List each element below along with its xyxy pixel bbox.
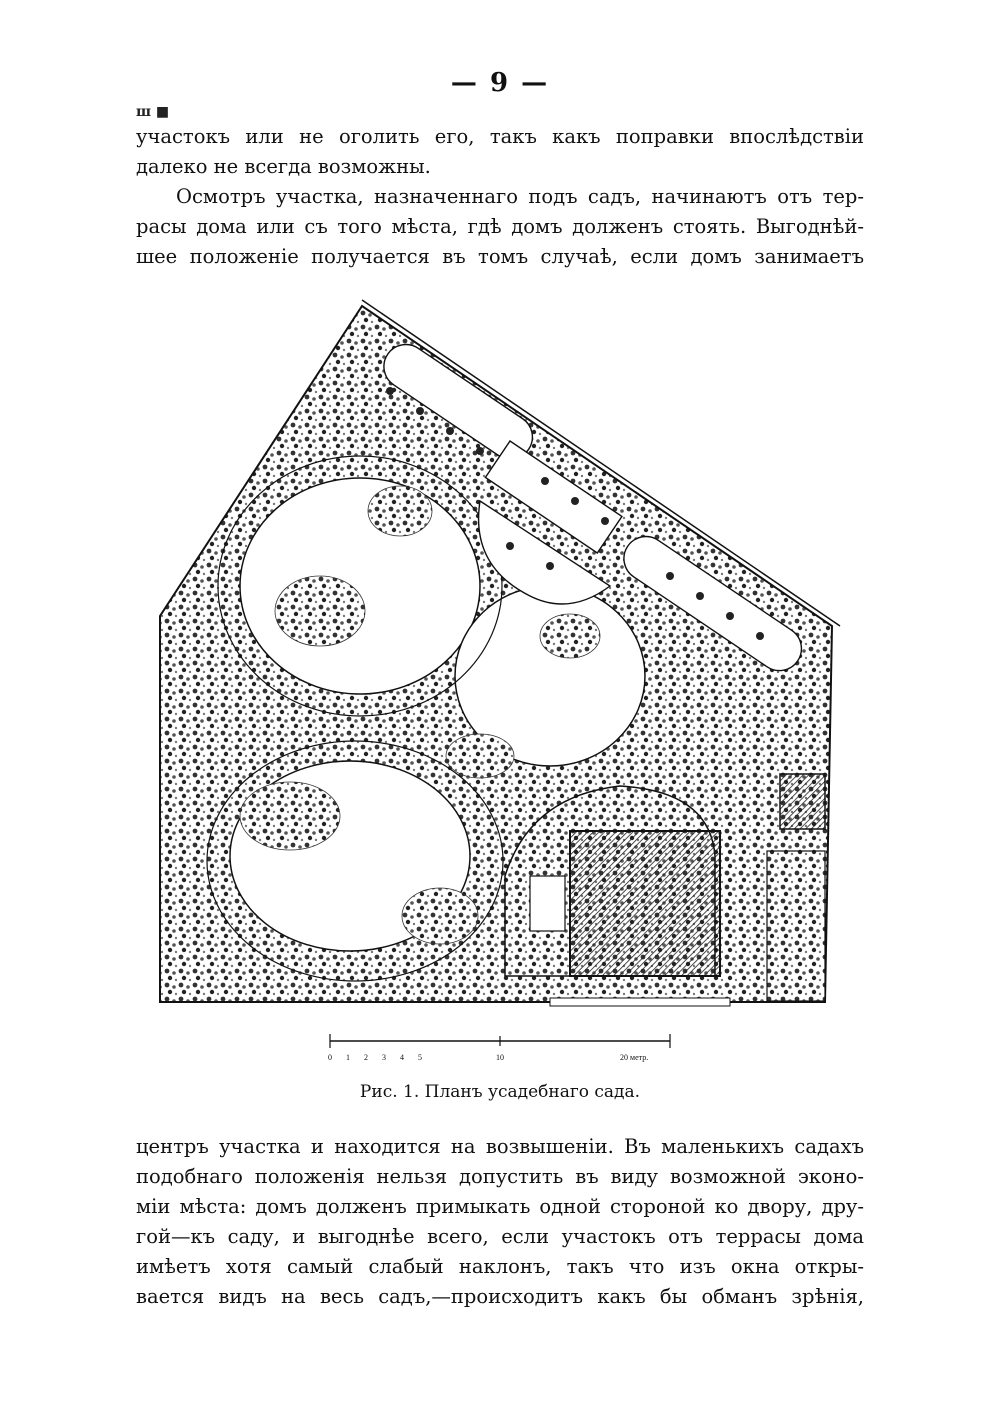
gate-area (767, 851, 825, 1001)
garden-plan-drawing (150, 296, 850, 1076)
text-line: вается видъ на весь садъ,—происходитъ какъ бы обманъ зрѣнія, (136, 1285, 864, 1308)
paragraph-bottom (136, 1132, 864, 1312)
text-line: шее положеніе получается въ томъ случаѣ, если домъ занимаетъ (136, 245, 864, 268)
text-line: расы дома или съ того мѣста, гдѣ домъ долженъ стоять. Выгоднѣй- (136, 215, 864, 238)
scale-label: 10 (496, 1053, 504, 1062)
text-line: участокъ или не оголить его, такъ какъ поправки впослѣдствіи (136, 125, 864, 148)
scale-label: 3 (382, 1053, 386, 1062)
lawn-upper (240, 478, 480, 694)
scale-label: 1 (346, 1053, 350, 1062)
scale-label: 0 (328, 1053, 332, 1062)
scale-label: 4 (400, 1053, 404, 1062)
corner-mark: ш ■ (136, 104, 170, 120)
text-line: гой—къ саду, и выгоднѣе всего, если участокъ отъ террасы дома (136, 1225, 864, 1248)
outbuilding (780, 774, 825, 829)
scale-label: 20 метр. (620, 1053, 649, 1062)
garden-plan-figure (150, 296, 850, 1076)
page-number: — 9 — (450, 68, 550, 98)
scale-label: 5 (418, 1053, 422, 1062)
text-line: міи мѣста: домъ долженъ примыкать одной стороной ко двору, дру- (136, 1195, 864, 1218)
entrance-strip (550, 998, 730, 1006)
text-line: подобнаго положенія нельзя допустить въ виду возможной эконо- (136, 1165, 864, 1188)
figure-caption: Рис. 1. Планъ усадебнаго сада. (359, 1082, 641, 1102)
text-line: имѣетъ хотя самый слабый наклонъ, такъ что изъ окна откры- (136, 1255, 864, 1278)
scale-label: 2 (364, 1053, 368, 1062)
text-line: далеко не всегда возможны. (136, 155, 431, 178)
paragraph-top (136, 122, 864, 272)
text-line: Осмотръ участка, назначеннаго подъ садъ, начинаютъ отъ тер- (176, 185, 864, 208)
house (570, 831, 720, 976)
text-line: центръ участка и находится на возвышеніи. Въ маленькихъ садахъ (136, 1135, 864, 1158)
terrace-steps (530, 876, 565, 931)
